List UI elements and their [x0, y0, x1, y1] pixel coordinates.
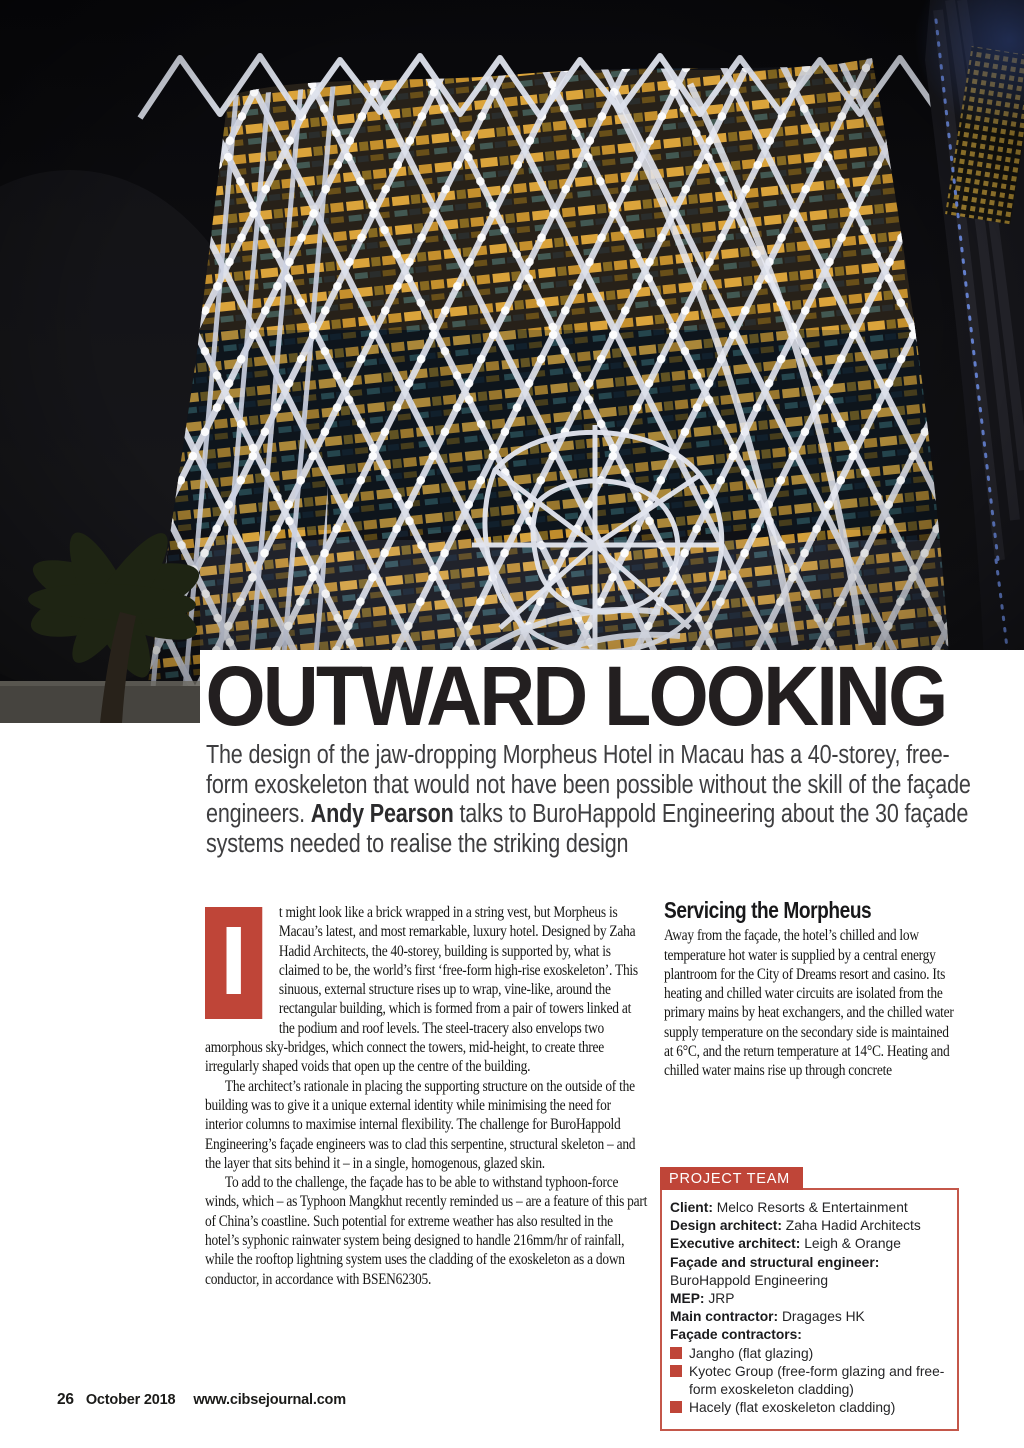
team-row-label: Façade and structural engineer:	[670, 1254, 880, 1270]
team-bullet	[670, 1363, 951, 1399]
standfirst	[206, 741, 972, 859]
team-row-value: JRP	[708, 1291, 735, 1307]
author-name: Andy Pearson	[310, 800, 454, 828]
team-row-label: Client:	[670, 1200, 713, 1215]
team-row	[670, 1199, 951, 1217]
article-paragraph-2: The architect’s rationale in placing the supporting structure on the outside of the building was to give it a unique external identity while minimising the need for interior columns to maximise internal flexibility. The challenge for BuroHappold Engineering’s façade engineers was to clad this serpentine, structural skeleton – and the layer that sits behind it – in a single, homogenous, glazed skin.	[205, 1076, 636, 1172]
team-row	[670, 1254, 951, 1290]
standfirst-text-pre: The design of the jaw-dropping Morpheus Hotel in Macau has a 40-storey, free-form exoskeleton that would not have been possible without the skill of the façade engineers.	[206, 741, 971, 828]
bullet-square-icon	[670, 1365, 682, 1377]
team-bullet	[670, 1399, 951, 1417]
morpheus-hotel-photo	[0, 0, 1024, 723]
team-row-value: Dragages HK	[781, 1309, 865, 1325]
team-row-label: Design architect:	[670, 1218, 782, 1234]
bullet-square-icon	[670, 1401, 682, 1413]
drop-cap	[205, 907, 262, 1019]
article-paragraph-1	[205, 903, 649, 1077]
team-bullet-text: Kyotec Group (free-form glazing and free-form exoskeleton cladding)	[689, 1363, 945, 1398]
sidebar-heading: Servicing the Morpheus	[664, 897, 872, 923]
page-number: 26	[57, 1391, 74, 1408]
team-row	[670, 1235, 951, 1253]
project-team-body	[660, 1188, 959, 1431]
team-row-label: Main contractor:	[670, 1309, 779, 1325]
team-row-label: MEP:	[670, 1291, 705, 1307]
sidebar-body: Away from the façade, the hotel’s chilled and low temperature hot water is supplied by a central energy plantroom for the City of Dreams resort and casino. Its heating and chilled water circuits are isolated from the primary mains by heat exchangers, and the chilled water supply temperature on the secondary side is maintained at 6°C, and the return temperature at 14°C. Heating and chilled water mains rise up through concrete	[664, 926, 954, 1080]
team-row	[670, 1326, 951, 1344]
team-row	[670, 1290, 951, 1308]
issue-date: October 2018	[85, 1392, 176, 1408]
project-team-title: PROJECT TEAM	[660, 1167, 803, 1190]
standfirst-text-post: talks to BuroHappold Engineering about the 30 façade systems needed to realise the striking design	[206, 800, 969, 858]
bullet-square-icon	[670, 1347, 682, 1359]
team-bullet-text: Hacely (flat exoskeleton cladding)	[689, 1400, 896, 1416]
paragraph-text: t might look like a brick wrapped in a string vest, but Morpheus is Macau’s latest, and most remarkable, luxury hotel. Designed by Zaha Hadid Architects, the 40-storey, building is supported by, what is claimed to be, the world’s first ‘free-form high-rise exoskeleton’. This sinuous, external structure rises up to wrap, vine-like, around the rectangular building, which is formed from a pair of towers linked at the podium and roof levels. The steel-tracery also envelops two amorphous sky-bridges, which connect the towers, mid-height, to create three irregularly shaped voids that open up the centre of the building.	[205, 903, 638, 1076]
article-paragraph-3: To add to the challenge, the façade has to be able to withstand typhoon-force winds, which – as Typhoon Mangkhut recently reminded us – are a feature of this part of China’s coastline. Such potential for extreme weather has also resulted in the hotel’s syphonic rainwater system being designed to handle 216mm/hr of rainfall, while the rooftop lightning system uses the cladding of the exoskeleton as a down conductor, in accordance with BSEN62305.	[205, 1173, 648, 1288]
team-row	[670, 1308, 951, 1326]
drop-cap-letter: I	[219, 909, 248, 1016]
team-row-label: Façade contractors:	[670, 1327, 802, 1343]
headline-block	[200, 649, 1024, 743]
page-footer	[57, 1391, 346, 1409]
team-bullet	[670, 1345, 951, 1363]
team-row	[670, 1217, 951, 1235]
team-row-label: Executive architect:	[670, 1236, 801, 1252]
website-url: www.cibsejournal.com	[193, 1392, 346, 1408]
team-row-value: Leigh & Orange	[804, 1236, 901, 1252]
page-title: OUTWARD LOOKING	[205, 649, 946, 743]
team-row-value: Zaha Hadid Architects	[785, 1218, 921, 1234]
team-row-value: BuroHappold Engineering	[670, 1272, 829, 1288]
team-bullet-text: Jangho (flat glazing)	[689, 1345, 814, 1361]
project-team-box	[660, 1167, 959, 1431]
team-row-value: Melco Resorts & Entertainment	[716, 1200, 908, 1215]
sidebar-column	[664, 897, 1024, 1081]
hero-photo	[0, 0, 1024, 723]
